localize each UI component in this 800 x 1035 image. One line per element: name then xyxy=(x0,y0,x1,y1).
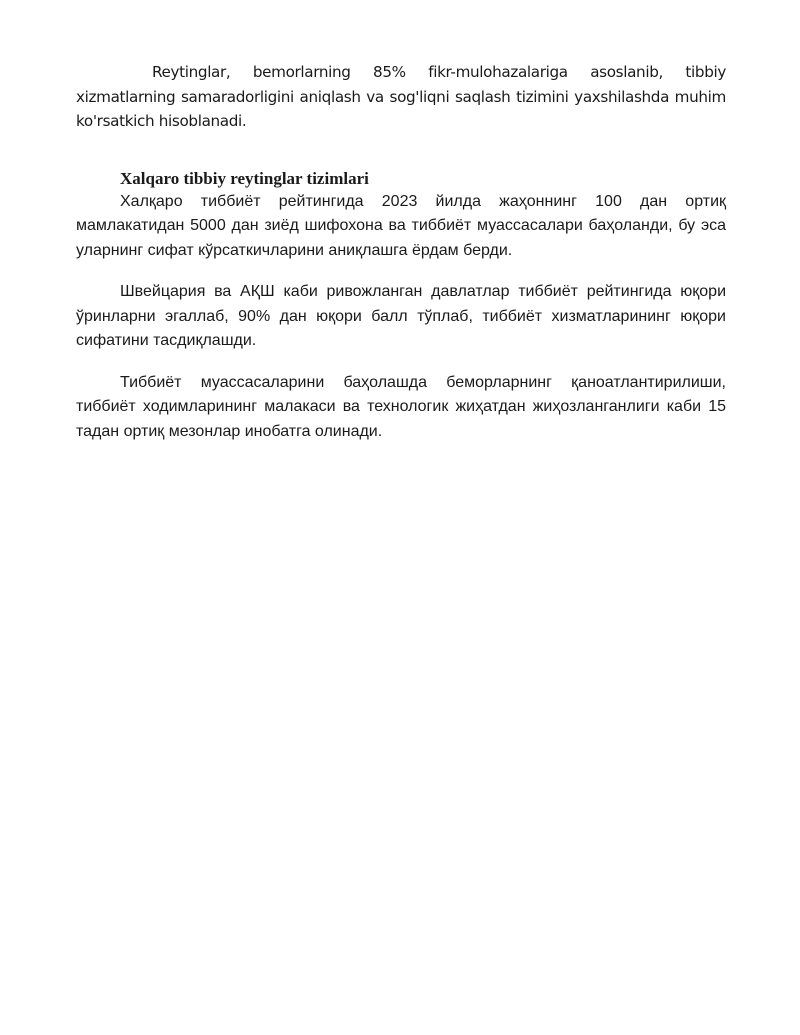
body-paragraph-1: Халқаро тиббиёт рейтингида 2023 йилда жаҳоннинг 100 дан ортиқ мамлакатидан 5000 дан зиёд шифохона ва тиббиёт муассасалари баҳоланди, бу эса уларнинг сифат кўрсаткичларини аниқлашга ёрдам берди. xyxy=(76,192,726,259)
body-paragraph-2: Швейцария ва АҚШ каби ривожланган давлатлар тиббиёт рейтингида юқори ўринларни эгаллаб, 90% дан юқори балл тўплаб, тиббиёт хизматларининг юқори сифатини тасдиқлашди. xyxy=(76,283,726,349)
body-paragraph-3: Тиббиёт муассасаларини баҳолашда беморларнинг қаноатлантирилиши, тиббиёт ходимларининг малакаси ва технологик жиҳатдан жиҳозланганлиги каби 15 тадан ортиқ мезонлар инобатга олинади. xyxy=(76,373,726,440)
section-heading: Xalqaro tibbiy reytinglar tizimlari xyxy=(120,168,369,188)
document-body xyxy=(76,60,726,444)
intro-paragraph: Reytinglar, bemorlarning 85% fikr-mulohazalariga asoslanib, tibbiy xizmatlarning samaradorligini aniqlash va sog'liqni saqlash tizimini yaxshilashda muhim ko'rsatkich hisoblanadi. xyxy=(76,63,726,130)
